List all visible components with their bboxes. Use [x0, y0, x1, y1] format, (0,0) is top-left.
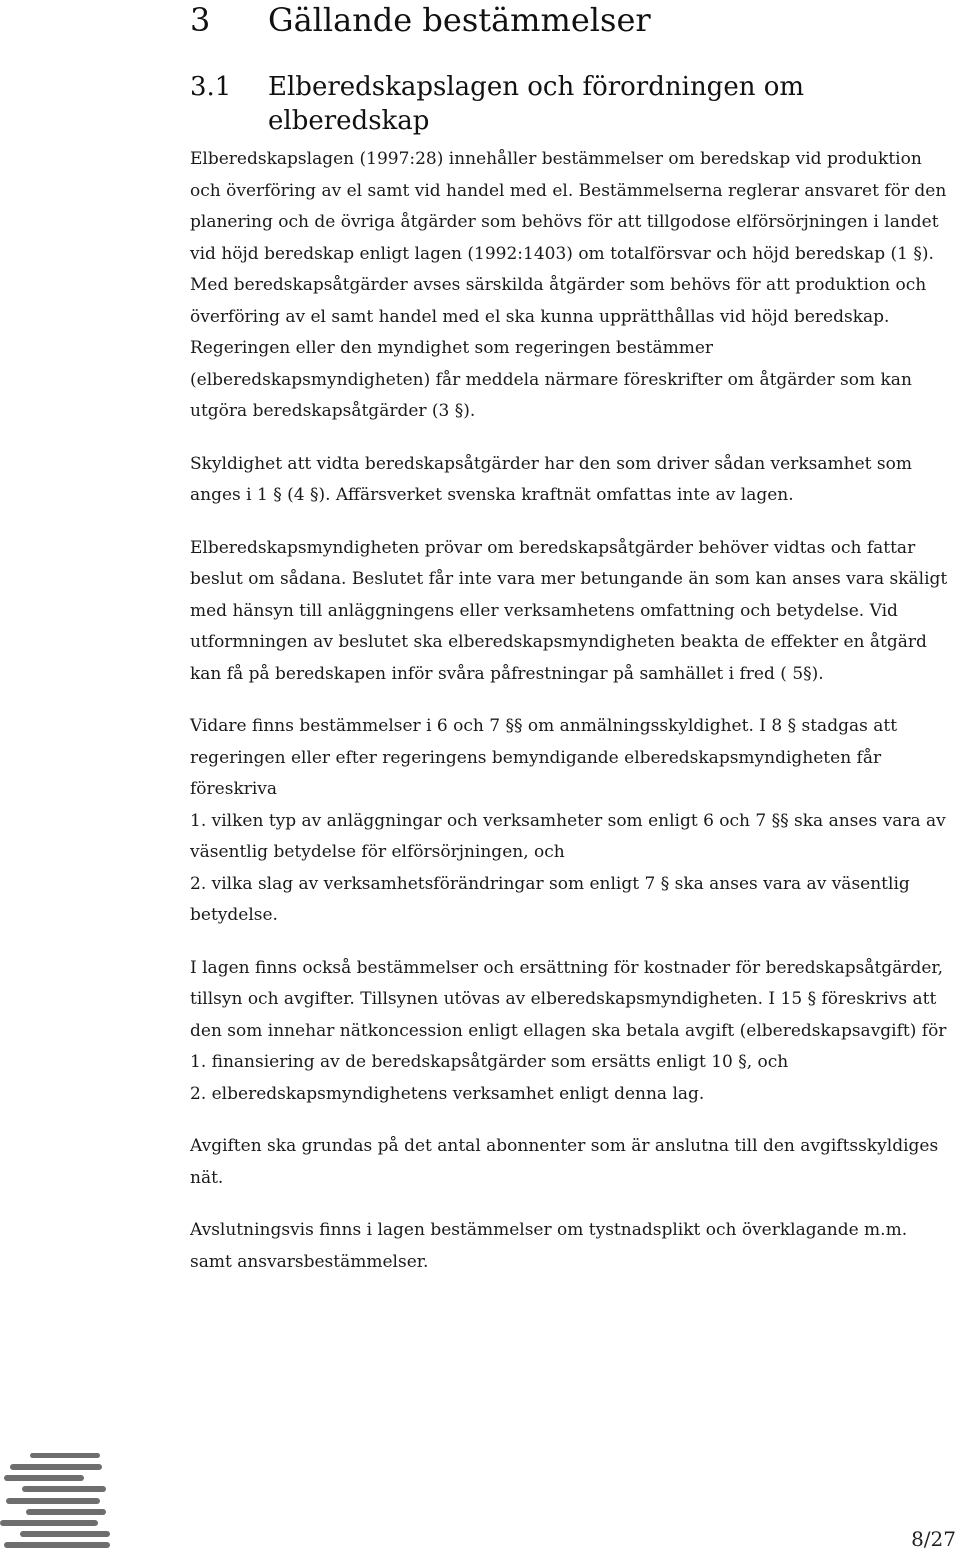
section-title: Gällande bestämmelser — [268, 1, 651, 39]
text-line: överföring av el samt handel med el ska kunna upprätthållas vid höjd beredskap. — [190, 306, 890, 327]
text-line: samt ansvarsbestämmelser. — [190, 1251, 429, 1272]
page-number: 8/27 — [911, 1527, 956, 1551]
text-line: regeringen eller efter regeringens bemyndigande elberedskapsmyndigheten får — [190, 747, 882, 768]
text-line: och överföring av el samt vid handel med el. Bestämmelserna reglerar ansvaret för den — [190, 180, 947, 201]
paragraph — [190, 711, 955, 932]
text-line: Elberedskapslagen (1997:28) innehåller bestämmelser om beredskap vid produktion — [190, 149, 922, 169]
list-item-line: 1. finansiering av de beredskapsåtgärder som ersätts enligt 10 §, och — [190, 1052, 789, 1072]
text-line: med hänsyn till anläggningens eller verksamhetens omfattning och betydelse. Vid — [190, 600, 898, 621]
subsection-heading — [190, 70, 890, 138]
text-line: Avslutningsvis finns i lagen bestämmelser om tystnadsplikt och överklagande m.m. — [190, 1220, 908, 1240]
paragraph — [190, 953, 955, 1111]
section-number: 3 — [190, 1, 211, 39]
list-item-line: 2. elberedskapsmyndighetens verksamhet enligt denna lag. — [190, 1083, 705, 1104]
subsection-number: 3.1 — [190, 72, 232, 102]
text-line: tillsyn och avgifter. Tillsynen utövas av elberedskapsmyndigheten. I 15 § föreskrivs att — [190, 989, 937, 1009]
subsection-title-line2: elberedskap — [268, 106, 430, 136]
text-line: föreskriva — [190, 779, 278, 799]
text-line: vid höjd beredskap enligt lagen (1992:1403) om totalförsvar och höjd beredskap (1 §). — [190, 243, 934, 264]
subsection-title-line1: Elberedskapslagen och förordningen om — [268, 72, 805, 102]
text-line: Elberedskapsmyndigheten prövar om beredskapsåtgärder behöver vidtas och fattar — [190, 537, 916, 558]
text-line: anges i 1 § (4 §). Affärsverket svenska kraftnät omfattas inte av lagen. — [190, 485, 794, 505]
paragraph — [190, 1215, 955, 1278]
paragraph — [190, 533, 955, 691]
striped-logo-icon — [0, 1453, 112, 1553]
paragraph — [190, 144, 955, 428]
text-line: planering och de övriga åtgärder som behövs för att tillgodose elförsörjningen i landet — [190, 212, 939, 232]
text-line: utformningen av beslutet ska elberedskapsmyndigheten beakta de effekter en åtgärd — [190, 632, 927, 652]
text-line: Vidare finns bestämmelser i 6 och 7 §§ om anmälningsskyldighet. I 8 § stadgas att — [190, 716, 898, 736]
text-line: utgöra beredskapsåtgärder (3 §). — [190, 401, 476, 421]
text-line: Regeringen eller den myndighet som regeringen bestämmer — [190, 338, 714, 358]
text-line: den som innehar nätkoncession enligt ellagen ska betala avgift (elberedskapsavgift) för — [190, 1020, 947, 1041]
text-line: Skyldighet att vidta beredskapsåtgärder har den som driver sådan verksamhet som — [190, 453, 912, 474]
text-line: väsentlig betydelse för elförsörjningen, och — [190, 842, 565, 862]
paragraph — [190, 1131, 955, 1194]
text-line: Avgiften ska grundas på det antal abonnenter som är anslutna till den avgiftsskyldiges — [190, 1136, 939, 1156]
section-heading — [190, 0, 651, 40]
text-line: (elberedskapsmyndigheten) får meddela närmare föreskrifter om åtgärder som kan — [190, 369, 912, 390]
text-line: betydelse. — [190, 905, 278, 925]
body-text — [190, 144, 955, 1299]
text-line: beslut om sådana. Beslutet får inte vara mer betungande än som kan anses vara skäligt — [190, 569, 948, 589]
paragraph — [190, 449, 955, 512]
text-line: nät. — [190, 1167, 224, 1188]
list-item-line: 2. vilka slag av verksamhetsförändringar som enligt 7 § ska anses vara av väsentlig — [190, 873, 910, 894]
text-line: kan få på beredskapen inför svåra påfrestningar på samhället i fred ( 5§). — [190, 663, 824, 684]
text-line: I lagen finns också bestämmelser och ersättning för kostnader för beredskapsåtgärder, — [190, 957, 944, 978]
list-item-line: 1. vilken typ av anläggningar och verksamheter som enligt 6 och 7 §§ ska anses vara av — [190, 810, 946, 831]
text-line: Med beredskapsåtgärder avses särskilda åtgärder som behövs för att produktion och — [190, 275, 927, 295]
